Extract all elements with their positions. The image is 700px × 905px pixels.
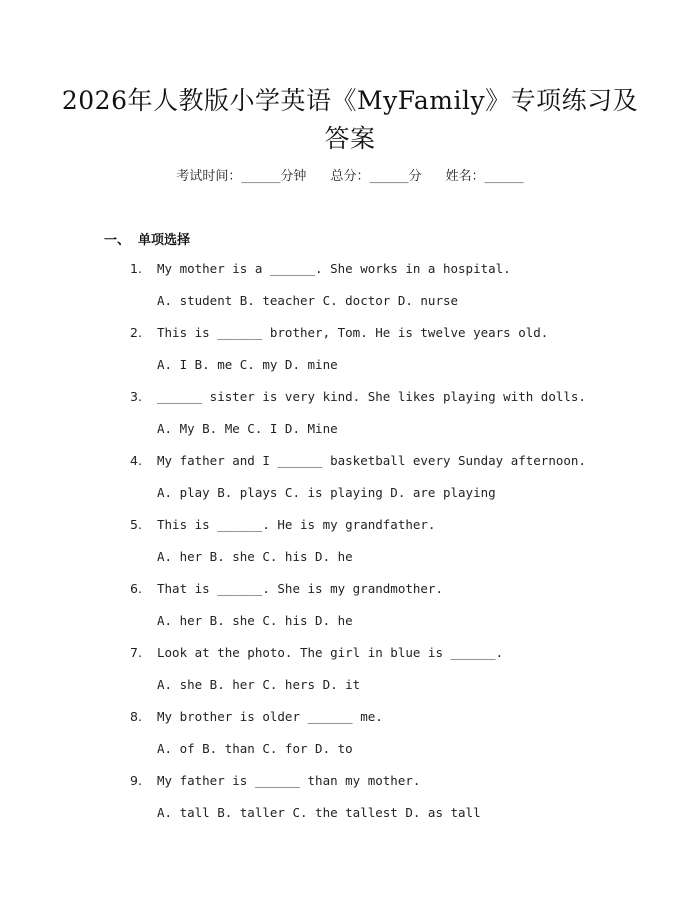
question-options: A. student B. teacher C. doctor D. nurse: [157, 293, 459, 308]
question-number: 6.: [130, 581, 142, 596]
question-stem: [130, 643, 503, 663]
section-heading: [104, 229, 190, 248]
question-stem: [130, 515, 435, 535]
question-number: 8.: [130, 709, 142, 724]
question-text: My brother is older ______ me.: [157, 709, 383, 724]
question-options: A. I B. me C. my D. mine: [157, 357, 338, 372]
question-stem: [130, 387, 586, 407]
question-item: [130, 515, 650, 579]
question-item: [130, 707, 650, 771]
section-number: 一、: [104, 233, 131, 248]
question-text: This is ______ brother, Tom. He is twelve years old.: [157, 325, 549, 340]
question-text: Look at the photo. The girl in blue is ______.: [157, 645, 504, 660]
question-stem: [130, 323, 548, 343]
page-title: 2026年人教版小学英语《MyFamily》专项练习及答案: [61, 86, 639, 153]
question-item: [130, 771, 650, 835]
question-options: A. her B. she C. his D. he: [157, 613, 353, 628]
question-item: [130, 451, 650, 515]
exam-time-label: 考试时间：______分钟: [176, 169, 307, 184]
question-number: 2.: [130, 325, 142, 340]
question-number: 9.: [130, 773, 142, 788]
question-text: This is ______. He is my grandfather.: [157, 517, 436, 532]
question-options: A. her B. she C. his D. he: [157, 549, 353, 564]
question-stem: [130, 451, 586, 471]
question-number: 3.: [130, 389, 142, 404]
question-text: ______ sister is very kind. She likes playing with dolls.: [157, 389, 586, 404]
question-stem: [130, 707, 383, 727]
question-number: 1.: [130, 261, 142, 276]
question-options: A. tall B. taller C. the tallest D. as tall: [157, 805, 481, 820]
question-item: [130, 323, 650, 387]
question-number: 4.: [130, 453, 142, 468]
section-title: 单项选择: [138, 233, 191, 248]
question-text: My father is ______ than my mother.: [157, 773, 421, 788]
question-options: A. play B. plays C. is playing D. are playing: [157, 485, 496, 500]
question-options: A. of B. than C. for D. to: [157, 741, 353, 756]
question-stem: [130, 771, 420, 791]
question-options: A. My B. Me C. I D. Mine: [157, 421, 338, 436]
student-name-label: 姓名：______: [445, 169, 524, 184]
question-options: A. she B. her C. hers D. it: [157, 677, 361, 692]
question-text: That is ______. She is my grandmother.: [157, 581, 443, 596]
question-text: My father and I ______ basketball every Sunday afternoon.: [157, 453, 586, 468]
question-item: [130, 259, 650, 323]
total-score-label: 总分：______分: [330, 169, 422, 184]
exam-meta: [0, 167, 700, 187]
question-text: My mother is a ______. She works in a hospital.: [157, 261, 511, 276]
question-item: [130, 643, 650, 707]
question-stem: [130, 259, 511, 279]
question-item: [130, 387, 650, 451]
question-number: 5.: [130, 517, 142, 532]
question-number: 7.: [130, 645, 142, 660]
question-item: [130, 579, 650, 643]
question-stem: [130, 579, 443, 599]
question-list: [130, 259, 650, 835]
